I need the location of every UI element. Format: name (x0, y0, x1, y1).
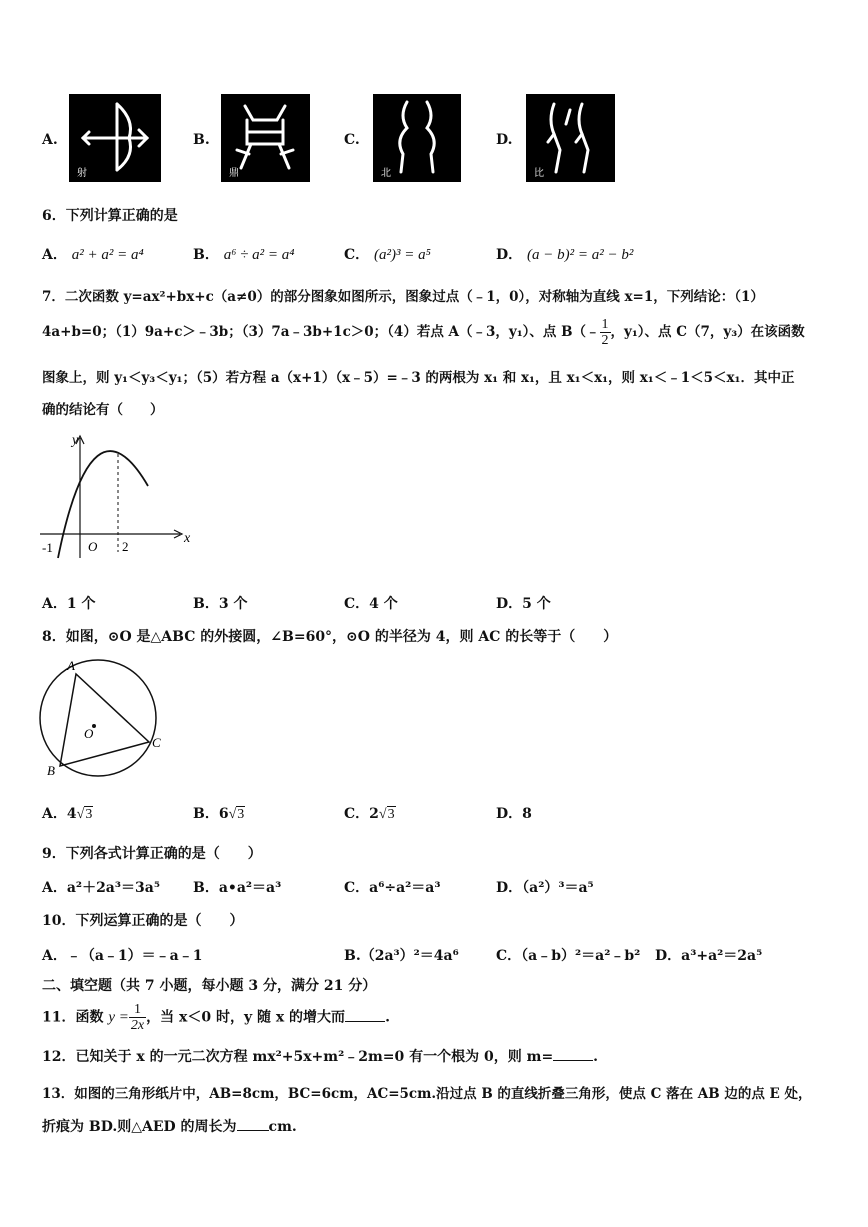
q8-option-d (496, 803, 532, 823)
q12-text: 12．已知关于 x 的一元二次方程 mx²+5x+m²﹣2m=0 有一个根为 0，则 m= (42, 1049, 554, 1065)
q5-caption-c: 北 (381, 168, 391, 179)
q13-line-1: 13．如图的三角形纸片中，AB=8cm，BC=6cm，AC=5cm.沿过点 B 的直线折叠三角形，使点 C 落在 AB 边的点 E 处， (42, 1086, 812, 1102)
q7-frac-den: 2 (601, 333, 609, 348)
point-o-label: O (84, 726, 94, 741)
q6-option-d-label: D． (496, 247, 523, 263)
q13-line-2b: cm. (268, 1119, 297, 1135)
q7-option-b: B．3 个 (193, 596, 248, 612)
q9-option-d: D．（a²）³＝a⁵ (496, 880, 594, 896)
q8-option-a-coef: 4 (66, 806, 77, 822)
q5-option-a-label: A. (42, 132, 58, 148)
q6-option-b-expr: a⁶ ÷ a² = a⁴ (223, 247, 295, 263)
q6-option-c-label: C． (344, 247, 370, 263)
q10-stem: 10．下列运算正确的是（ ） (42, 913, 244, 929)
q5-option-a-image (69, 94, 161, 182)
q5-option-c-label: C. (344, 132, 360, 148)
q13-line-2a: 折痕为 BD.则△AED 的周长为 (42, 1119, 237, 1135)
q6-option-b-label: B． (193, 247, 219, 263)
q7-fraction (600, 317, 611, 348)
q12-end: . (593, 1049, 599, 1065)
q6-stem: 6．下列计算正确的是 (42, 208, 178, 224)
q8-option-c-radicand: 3 (387, 807, 395, 822)
q5-caption-a: 射 (77, 168, 87, 179)
q6-option-a-expr: a² + a² = a⁴ (71, 247, 144, 263)
q9-stem: 9．下列各式计算正确的是（ ） (42, 846, 262, 862)
q6-option-c (344, 244, 431, 264)
q11-prefix: 11．函数 (42, 1009, 104, 1026)
q5-option-b-image (221, 94, 310, 182)
origin-label: O (88, 539, 98, 554)
q7-line-2b: ，y₁）、点 C（7，y₃）在该函数 (610, 324, 805, 340)
circumcircle (40, 660, 156, 776)
x-axis-label: x (184, 531, 191, 546)
tick-minus-one: -1 (42, 540, 53, 555)
q8-option-b-coef: 6 (218, 806, 229, 822)
q8-option-b (193, 803, 245, 823)
q11-line (42, 1002, 390, 1033)
q8-circle-figure (36, 656, 170, 780)
q11-frac-num: 1 (129, 1002, 146, 1018)
sqrt-icon: √3 (228, 807, 245, 822)
q11-y-eq: y = (108, 1009, 129, 1026)
q5-option-d-image (526, 94, 615, 182)
q6-option-b (193, 244, 295, 264)
q7-line-1: 7．二次函数 y=ax²+bx+c（a≠0）的部分图象如图所示，图象过点（﹣1，0），对称轴为直线 x=1，下列结论：（1） (42, 289, 764, 305)
q9-option-a: A．a²＋2a³＝3a⁵ (42, 880, 160, 896)
q8-option-d-coef: 8 (522, 806, 532, 822)
q12-line (42, 1046, 598, 1066)
sqrt-icon: √3 (378, 807, 395, 822)
q5-caption-d: 比 (534, 168, 544, 179)
q6-option-c-expr: (a²)³ = a⁵ (374, 247, 431, 263)
q7-option-d: D．5 个 (496, 596, 551, 612)
q8-option-a-radicand: 3 (85, 807, 93, 822)
q8-option-b-radicand: 3 (237, 807, 245, 822)
tick-two: 2 (122, 539, 129, 554)
q11-end: . (385, 1009, 390, 1026)
q5-option-c-image (373, 94, 461, 182)
sqrt-icon: √3 (76, 807, 93, 822)
q8-option-a-label: A． (42, 806, 67, 822)
q7-option-c: C．4 个 (344, 596, 398, 612)
q8-option-d-label: D． (496, 806, 523, 822)
q11-answer-blank[interactable] (345, 1021, 385, 1022)
q8-option-a (42, 803, 93, 823)
point-a-label: A (67, 658, 75, 673)
q5-option-d-label: D. (496, 132, 513, 148)
q6-option-d (496, 244, 633, 264)
y-axis-label: y (72, 433, 79, 448)
q7-line-2 (42, 317, 805, 348)
q10-option-b: B.（2a³）²＝4a⁶ (344, 948, 459, 964)
q6-option-a-label: A． (42, 247, 67, 263)
q5-caption-b: 鼎 (229, 168, 239, 179)
q13-answer-blank[interactable] (237, 1130, 269, 1131)
q9-option-c: C．a⁶÷a²＝a³ (344, 880, 441, 896)
q10-option-a: A．﹣（a﹣1）＝﹣a﹣1 (42, 948, 203, 964)
q8-option-c-coef: 2 (369, 806, 379, 822)
q7-line-4: 确的结论有（ ） (42, 402, 164, 418)
q8-option-c-label: C． (344, 806, 370, 822)
q8-stem: 8．如图，⊙O 是△ABC 的外接圆，∠B=60°，⊙O 的半径为 4，则 AC 的长等于（ ） (42, 629, 618, 645)
point-b-label: B (47, 763, 55, 778)
point-c-label: C (152, 735, 161, 750)
q10-option-d: D．a³+a²＝2a⁵ (655, 948, 763, 964)
section-2-heading: 二、填空题（共 7 小题，每小题 3 分，满分 21 分） (42, 978, 377, 994)
q13-line-2 (42, 1116, 297, 1136)
q8-option-b-label: B． (193, 806, 219, 822)
q5-option-b-label: B. (193, 132, 210, 148)
q7-option-a: A．1 个 (42, 596, 96, 612)
q7-frac-num: 1 (601, 317, 609, 332)
q8-option-c (344, 803, 396, 823)
q6-option-d-expr: (a − b)² = a² − b² (527, 247, 634, 263)
q7-parabola-graph (36, 430, 198, 560)
q6-option-a (42, 244, 144, 264)
q11-fraction (129, 1002, 146, 1033)
q11-suffix: ，当 x＜0 时，y 随 x 的增大而 (146, 1009, 346, 1026)
q12-answer-blank[interactable] (553, 1060, 593, 1061)
q11-frac-den: 2x (130, 1018, 145, 1033)
q7-line-2a: 4a+b=0；（1）9a+c＞﹣3b；（3）7a﹣3b+1c＞0；（4）若点 A（﹣3，y₁）、点 B（﹣ (42, 324, 600, 340)
parabola-curve (58, 451, 148, 558)
q9-option-b: B．a•a²＝a³ (193, 880, 282, 896)
q7-line-3: 图象上，则 y₁＜y₃＜y₁；（5）若方程 a（x+1）（x﹣5）=﹣3 的两根为 x₁ 和 x₁，且 x₁＜x₁，则 x₁＜﹣1＜5＜x₁．其中正 (42, 370, 795, 386)
q10-option-c: C．（a﹣b）²＝a²﹣b² (496, 948, 641, 964)
triangle-abc (60, 674, 149, 766)
